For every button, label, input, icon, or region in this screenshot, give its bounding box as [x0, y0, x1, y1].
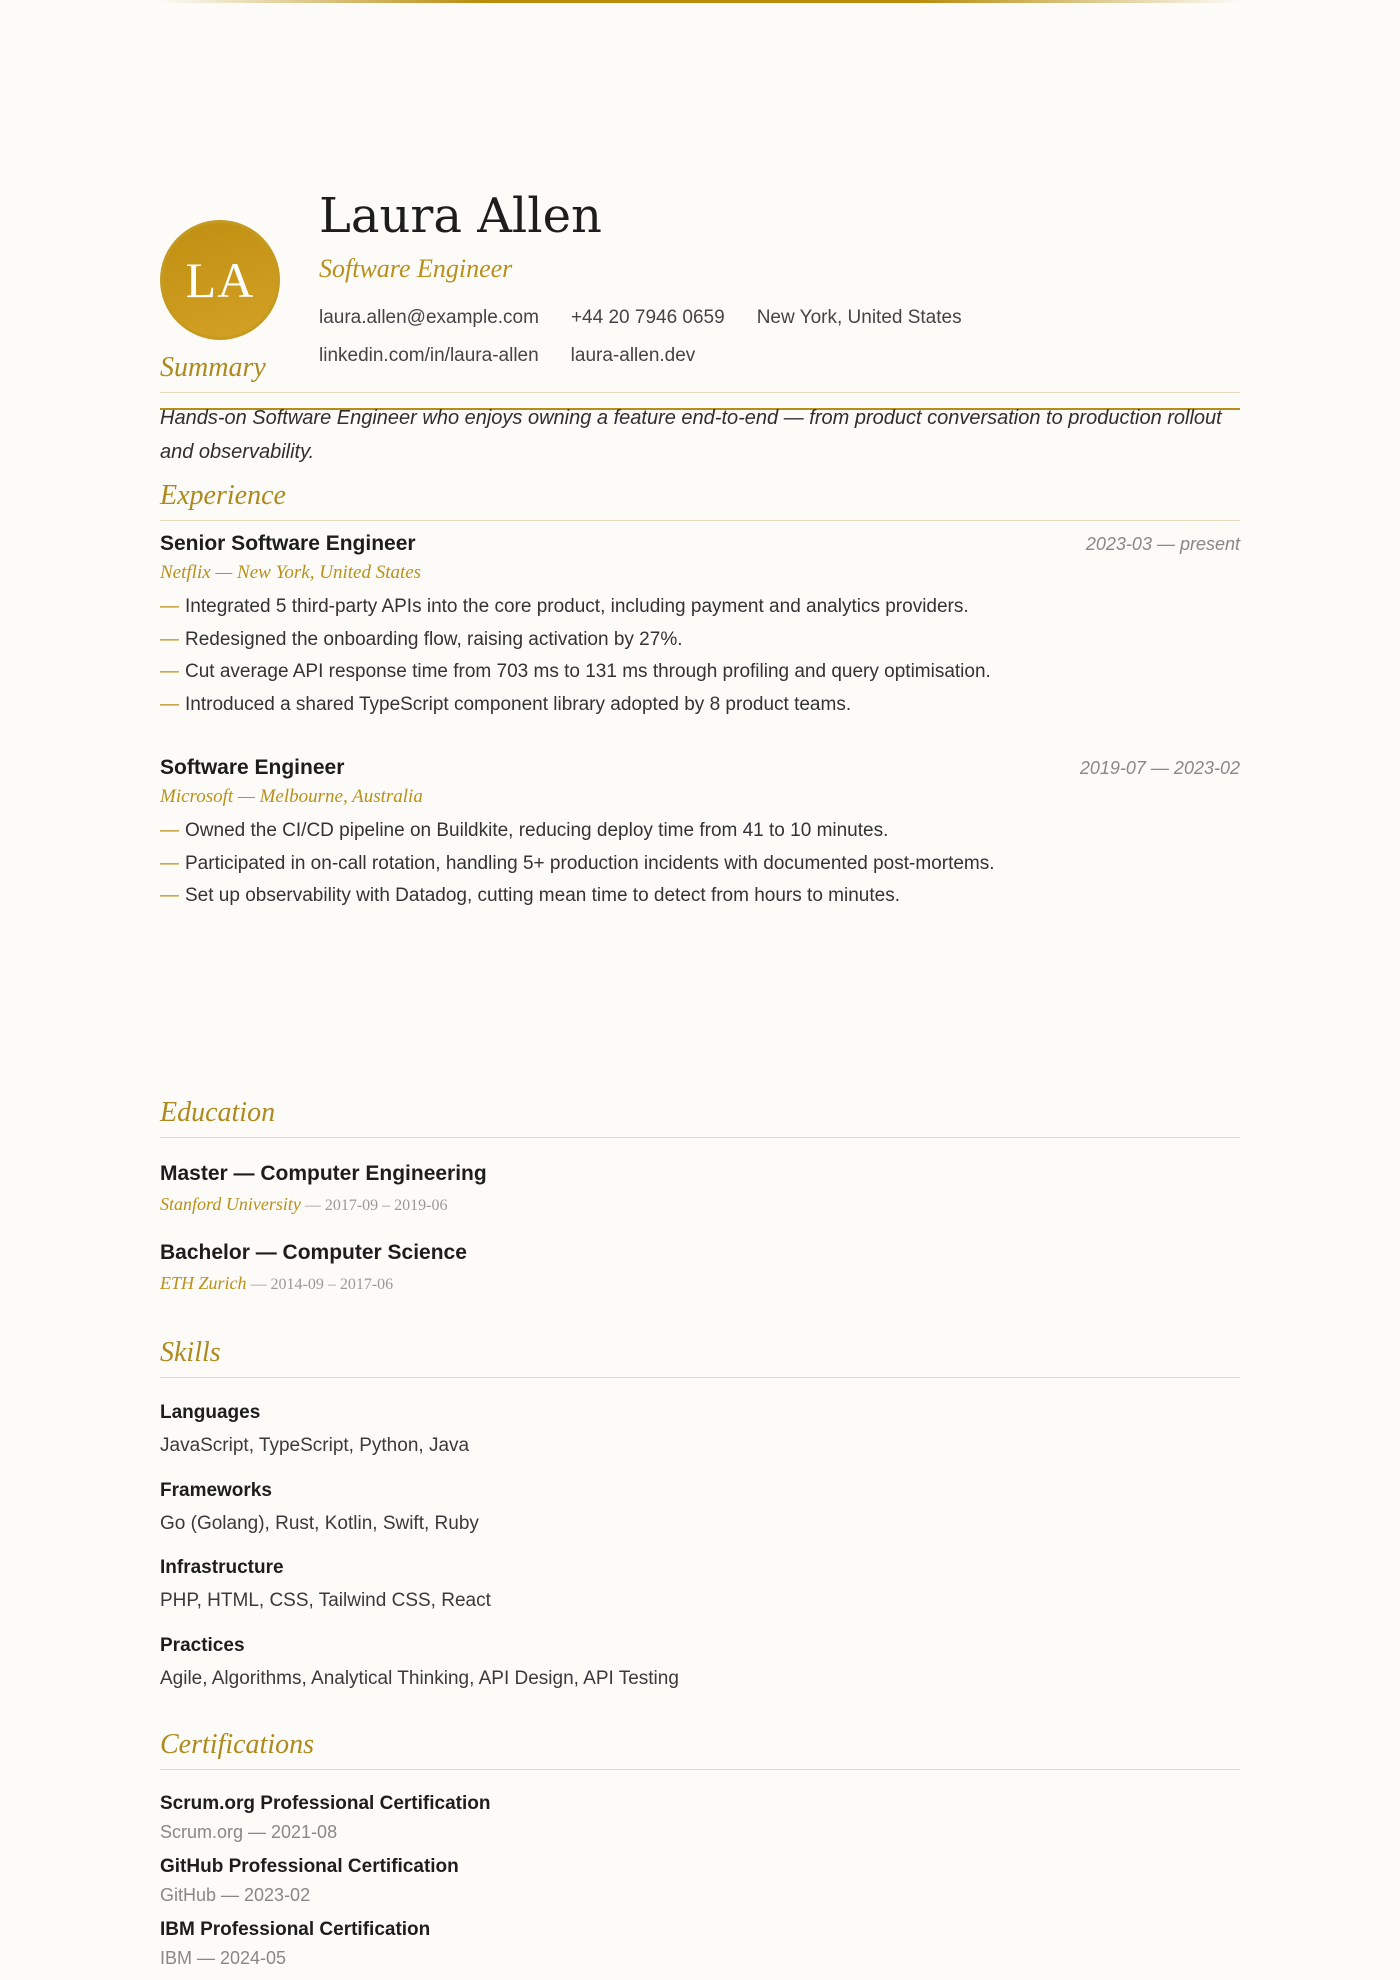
education-details: [160, 1194, 487, 1215]
bullet-dash: —: [160, 852, 179, 874]
education-item: [160, 1162, 487, 1215]
skill-group: [160, 1557, 491, 1612]
job-company: Netflix — New York, United States: [160, 562, 422, 583]
bullet-dash: —: [160, 820, 179, 841]
list-item: — Set up observability with Datadog, cutting mean time to detect from hours to minutes.: [160, 885, 900, 906]
education-degree: Bachelor — Computer Science: [160, 1241, 467, 1264]
skill-items: Agile, Algorithms, Analytical Thinking, API Design, API Testing: [160, 1668, 679, 1689]
education-school: Stanford University: [160, 1194, 301, 1214]
experience-item: [160, 756, 1240, 906]
top-accent-line: [160, 0, 1240, 3]
experience-item: [160, 532, 1240, 715]
education-details: [160, 1273, 467, 1294]
skill-category: Practices: [160, 1635, 245, 1656]
skill-items: Go (Golang), Rust, Kotlin, Swift, Ruby: [160, 1513, 479, 1534]
section-title-skills: Skills: [160, 1337, 1240, 1378]
bullet-dash: —: [160, 885, 179, 906]
certification-item: [160, 1856, 459, 1906]
contact-phone[interactable]: +44 20 7946 0659: [570, 307, 725, 328]
job-company: Microsoft — Melbourne, Australia: [160, 786, 423, 807]
education-dates: — 2017-09 – 2019-06: [300, 1197, 448, 1214]
bullet-dash: —: [160, 693, 179, 715]
contact-location: New York, United States: [756, 307, 962, 328]
bullet-dash: —: [160, 661, 179, 682]
list-item: — Owned the CI/CD pipeline on Buildkite, reducing deploy time from 41 to 10 minutes.: [160, 820, 889, 841]
job-bullets: [160, 591, 1240, 721]
summary-text: Hands-on Software Engineer who enjoys owning a feature end-to-end — from product conversation to production rollout and observability.: [160, 407, 1222, 463]
education-school: ETH Zurich: [160, 1273, 247, 1293]
section-title-certifications: Certifications: [160, 1729, 1240, 1770]
job-dates: 2023-03 — present: [1085, 534, 1240, 554]
skill-category: Frameworks: [160, 1480, 272, 1501]
list-item: — Participated in on-call rotation, handling 5+ production incidents with documented post-mortems.: [160, 852, 995, 874]
certification-meta: Scrum.org — 2021-08: [160, 1822, 338, 1842]
list-item: — Cut average API response time from 703 ms to 131 ms through profiling and query optimisation.: [160, 661, 991, 682]
skill-items: PHP, HTML, CSS, Tailwind CSS, React: [160, 1590, 491, 1611]
skill-group: [160, 1635, 679, 1690]
certification-name: IBM Professional Certification: [160, 1919, 431, 1940]
certification-item: [160, 1919, 430, 1969]
certification-item: [160, 1793, 490, 1843]
list-item: — Integrated 5 third-party APIs into the core product, including payment and analytics providers.: [160, 596, 969, 617]
contact-website[interactable]: laura-allen.dev: [570, 345, 696, 366]
section-title-education: Education: [160, 1097, 1240, 1138]
skill-group: [160, 1480, 479, 1535]
certification-name: GitHub Professional Certification: [160, 1856, 459, 1877]
skill-category: Languages: [160, 1402, 261, 1423]
education-degree: Master — Computer Engineering: [160, 1162, 487, 1185]
certification-name: Scrum.org Professional Certification: [160, 1793, 491, 1814]
section-title-experience: Experience: [160, 480, 1240, 521]
job-dates: 2019-07 — 2023-02: [1079, 758, 1240, 778]
list-item: — Redesigned the onboarding flow, raising activation by 27%.: [160, 628, 683, 650]
avatar-initials: LA: [185, 252, 255, 308]
candidate-name: Laura Allen: [319, 188, 602, 244]
skill-group: [160, 1402, 469, 1457]
section-title-summary: Summary: [160, 352, 1240, 393]
job-title: Software Engineer: [160, 756, 345, 779]
skill-items: JavaScript, TypeScript, Python, Java: [160, 1435, 470, 1456]
candidate-role: Software Engineer: [319, 254, 513, 283]
education-item: [160, 1241, 467, 1294]
skill-category: Infrastructure: [160, 1557, 284, 1578]
certification-meta: GitHub — 2023-02: [160, 1885, 311, 1905]
education-dates: — 2014-09 – 2017-06: [246, 1276, 394, 1293]
avatar: [160, 220, 280, 340]
contact-email[interactable]: laura.allen@example.com: [319, 307, 539, 328]
job-bullets: [160, 815, 1240, 913]
bullet-dash: —: [160, 628, 179, 650]
certification-meta: IBM — 2024-05: [160, 1948, 287, 1968]
contact-linkedin[interactable]: linkedin.com/in/laura-allen: [319, 345, 539, 366]
list-item: — Introduced a shared TypeScript component library adopted by 8 product teams.: [160, 693, 852, 715]
bullet-dash: —: [160, 596, 179, 617]
job-title: Senior Software Engineer: [160, 532, 416, 555]
